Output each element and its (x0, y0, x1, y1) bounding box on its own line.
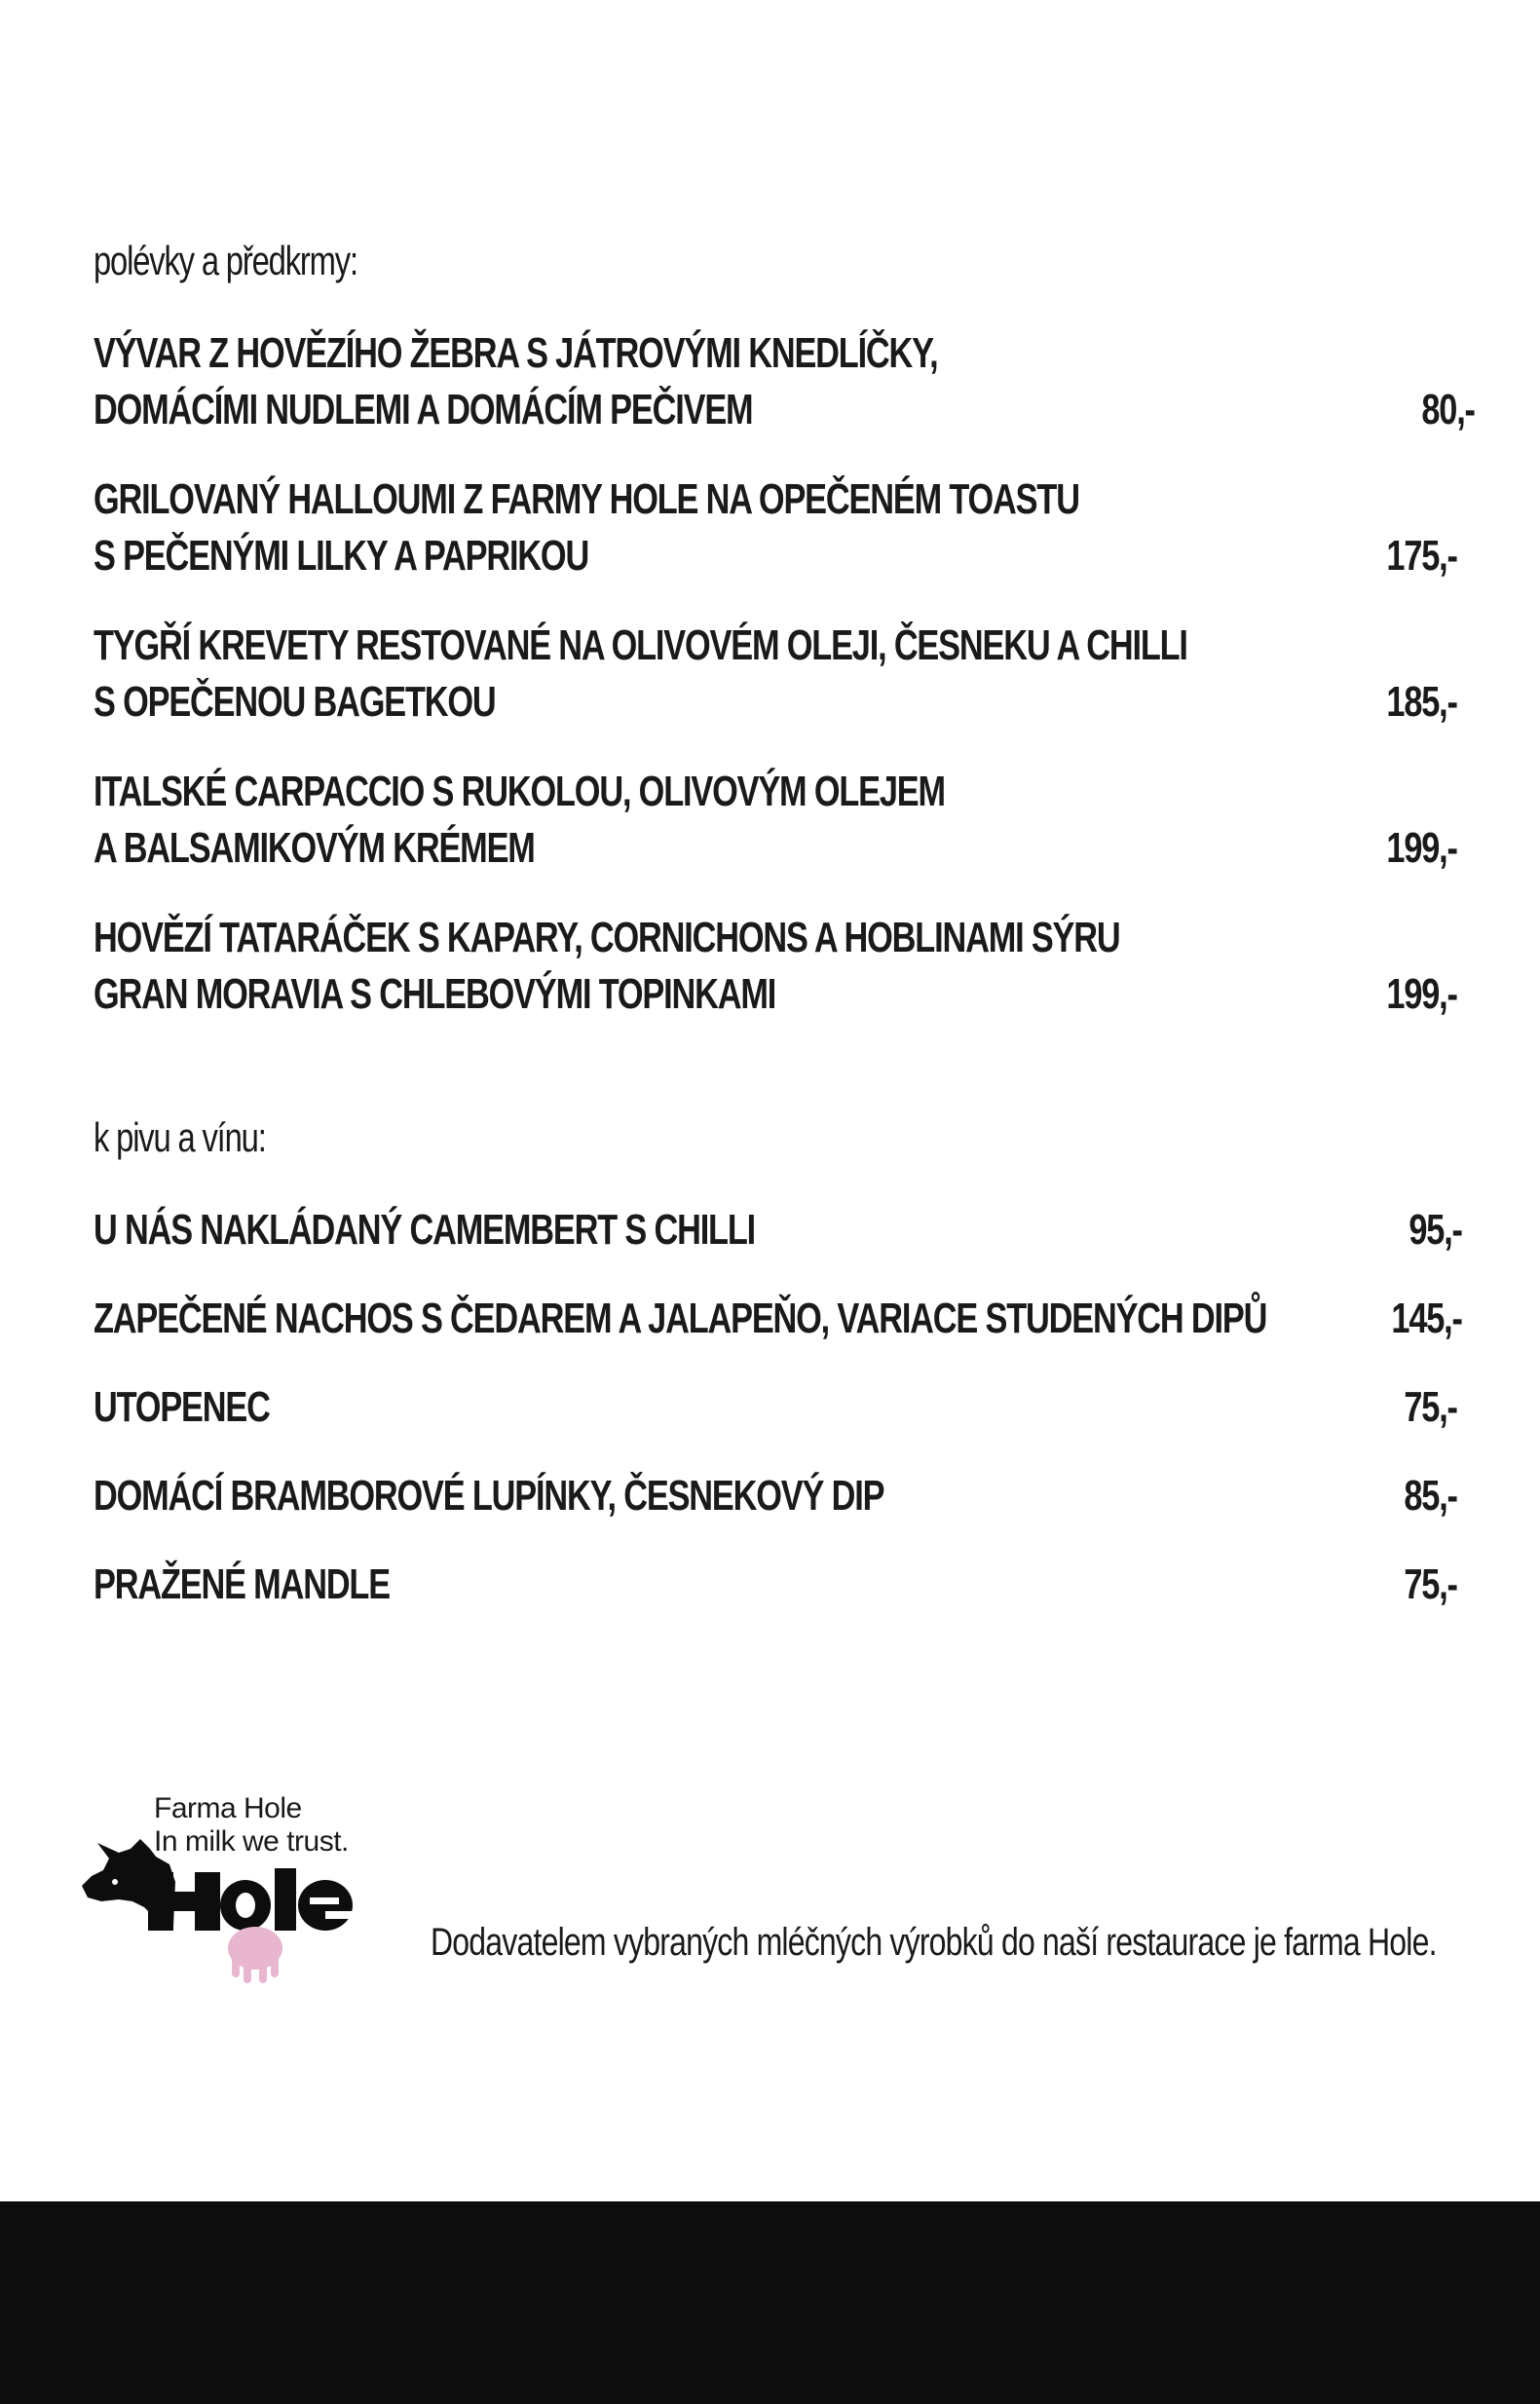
menu-item (94, 1468, 1457, 1524)
farma-hole-logo (80, 1792, 382, 2007)
menu-item (94, 764, 1457, 877)
menu-item-price: 199,- (1386, 824, 1457, 872)
menu-item (94, 1291, 1462, 1347)
menu-item-name-line: ZAPEČENÉ NACHOS S ČEDAREM A JALAPEŇO, VARIACE STUDENÝCH DIPŮ (94, 1295, 1267, 1342)
menu-item (94, 325, 1475, 438)
supplier-note: Dodavatelem vybraných mléčných výrobků do naší restaurace je farma Hole. (431, 1921, 1437, 1964)
menu-item-name-line: TYGŘÍ KREVETY RESTOVANÉ NA OLIVOVÉM OLEJI, ČESNEKU A CHILLI (94, 621, 1187, 669)
menu-item (94, 618, 1457, 731)
menu-item-price: 185,- (1386, 678, 1457, 726)
menu-item (94, 1379, 1457, 1436)
menu-item (94, 471, 1457, 584)
menu-item-name-line: U NÁS NAKLÁDANÝ CAMEMBERT S CHILLI (94, 1206, 756, 1254)
menu-item-name-line: PRAŽENÉ MANDLE (94, 1560, 390, 1608)
section-heading-beer-wine: k pivu a vínu: (94, 1114, 266, 1160)
menu-item-price: 75,- (1404, 1560, 1457, 1608)
menu-item-name-line: A BALSAMIKOVÝM KRÉMEM (94, 824, 535, 872)
menu-item (94, 910, 1457, 1023)
menu-item-price: 80,- (1421, 386, 1475, 433)
menu-item-price: 75,- (1404, 1383, 1457, 1431)
menu-item-name-line: GRILOVANÝ HALLOUMI Z FARMY HOLE NA OPEČENÉM TOASTU (94, 475, 1079, 523)
menu-item-price: 199,- (1386, 970, 1457, 1018)
menu-item-name-line: DOMÁCÍMI NUDLEMI A DOMÁCÍM PEČIVEM (94, 386, 753, 433)
menu-item-name-line: DOMÁCÍ BRAMBOROVÉ LUPÍNKY, ČESNEKOVÝ DIP (94, 1472, 884, 1520)
menu-item-name-line: HOVĚZÍ TATARÁČEK S KAPARY, CORNICHONS A HOBLINAMI SÝRU (94, 914, 1120, 961)
menu-item-price: 175,- (1386, 532, 1457, 580)
menu-item (94, 1202, 1462, 1258)
menu-item-price: 95,- (1409, 1206, 1462, 1254)
logo-tagline: In milk we trust. (154, 1825, 349, 1858)
menu-item-name-line: GRAN MORAVIA S CHLEBOVÝMI TOPINKAMI (94, 970, 776, 1018)
menu-item-name-line: VÝVAR Z HOVĚZÍHO ŽEBRA S JÁTROVÝMI KNEDLÍČKY, (94, 329, 938, 377)
footer-bar (0, 2201, 1540, 2404)
menu-item-name-line: ITALSKÉ CARPACCIO S RUKOLOU, OLIVOVÝM OLEJEM (94, 768, 945, 815)
menu-item-name-line: S PEČENÝMI LILKY A PAPRIKOU (94, 532, 589, 580)
menu-item (94, 1557, 1457, 1613)
section-heading-soups-starters: polévky a předkrmy: (94, 238, 357, 283)
cow-wordmark-icon (80, 1792, 382, 2007)
menu-item-name-line: UTOPENEC (94, 1383, 270, 1431)
logo-farm-name: Farma Hole (154, 1792, 302, 1824)
menu-item-price: 145,- (1391, 1295, 1462, 1342)
menu-item-name-line: S OPEČENOU BAGETKOU (94, 678, 496, 726)
menu-item-price: 85,- (1404, 1472, 1457, 1520)
